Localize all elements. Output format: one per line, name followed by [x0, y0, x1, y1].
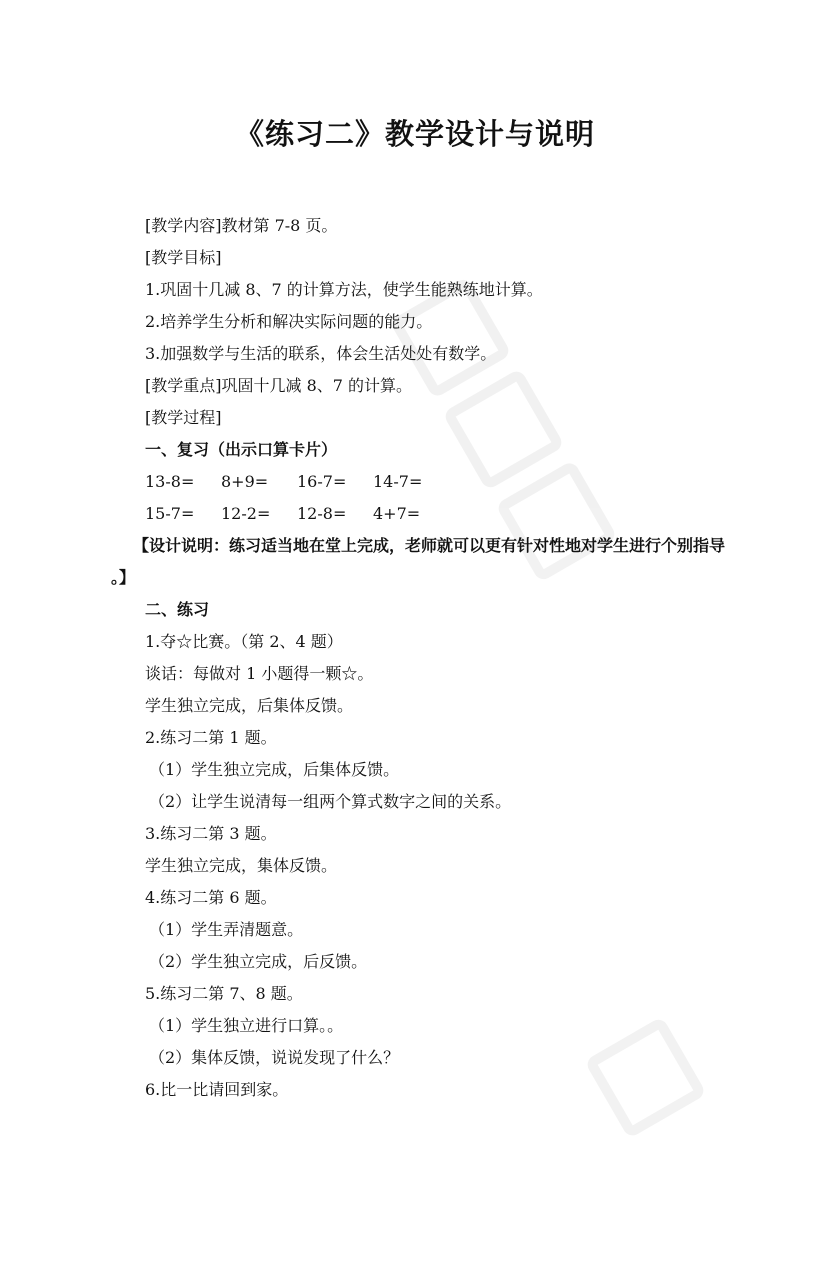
oral-card-item: 8+9= — [221, 472, 269, 491]
practice-subline: （1）学生弄清题意。 — [149, 920, 304, 939]
section-review-heading: 一、复习（出示口算卡片） — [145, 440, 338, 459]
oral-card-row — [111, 466, 731, 498]
oral-card-item: 4+7= — [373, 504, 421, 523]
teaching-goal-1: 1.巩固十几减 8、7 的计算方法，使学生能熟练地计算。 — [145, 280, 543, 299]
practice-line: 学生独立完成，后集体反馈。 — [145, 696, 354, 715]
teaching-content: [教学内容]教材第 7-8 页。 — [145, 216, 338, 235]
oral-card-item: 14-7= — [373, 472, 423, 491]
oral-card-item: 16-7= — [297, 472, 347, 491]
practice-subline: （1）学生独立完成，后集体反馈。 — [149, 760, 400, 779]
practice-line: 5.练习二第 7、8 题。 — [145, 984, 303, 1003]
teaching-goal-2: 2.培养学生分析和解决实际问题的能力。 — [145, 312, 433, 331]
practice-line: 谈话：每做对 1 小题得一颗☆。 — [145, 664, 374, 683]
oral-card-row — [111, 498, 731, 530]
document-title: 《练习二》教学设计与说明 — [234, 117, 595, 151]
practice-line: 学生独立完成，集体反馈。 — [145, 856, 338, 875]
practice-line: 2.练习二第 1 题。 — [145, 728, 277, 747]
teaching-process-heading: [教学过程] — [145, 408, 222, 427]
practice-subline: （2）让学生说清每一组两个算式数字之间的关系。 — [149, 792, 512, 811]
oral-card-item: 12-8= — [297, 504, 347, 523]
document-body — [111, 210, 731, 1106]
design-note: 【设计说明：练习适当地在堂上完成，老师就可以更有针对性地对学生进行个别指导 。】 — [111, 536, 726, 587]
practice-line: 3.练习二第 3 题。 — [145, 824, 277, 843]
oral-card-item: 15-7= — [145, 504, 195, 523]
practice-subline: （1）学生独立进行口算。。 — [149, 1016, 344, 1035]
practice-line: 4.练习二第 6 题。 — [145, 888, 277, 907]
practice-line: 1.夺☆比赛。（第 2、4 题） — [145, 632, 343, 651]
teaching-key-point: [教学重点]巩固十几减 8、7 的计算。 — [145, 376, 413, 395]
teaching-goal-3: 3.加强数学与生活的联系，体会生活处处有数学。 — [145, 344, 497, 363]
section-practice-heading: 二、练习 — [145, 600, 210, 619]
practice-subline: （2）集体反馈，说说发现了什么？ — [149, 1048, 400, 1067]
practice-line: 6.比一比请回到家。 — [145, 1080, 289, 1099]
practice-subline: （2）学生独立完成，后反馈。 — [149, 952, 368, 971]
oral-card-item: 12-2= — [221, 504, 271, 523]
oral-card-item: 13-8= — [145, 472, 195, 491]
teaching-goals-heading: [教学目标] — [145, 248, 222, 267]
